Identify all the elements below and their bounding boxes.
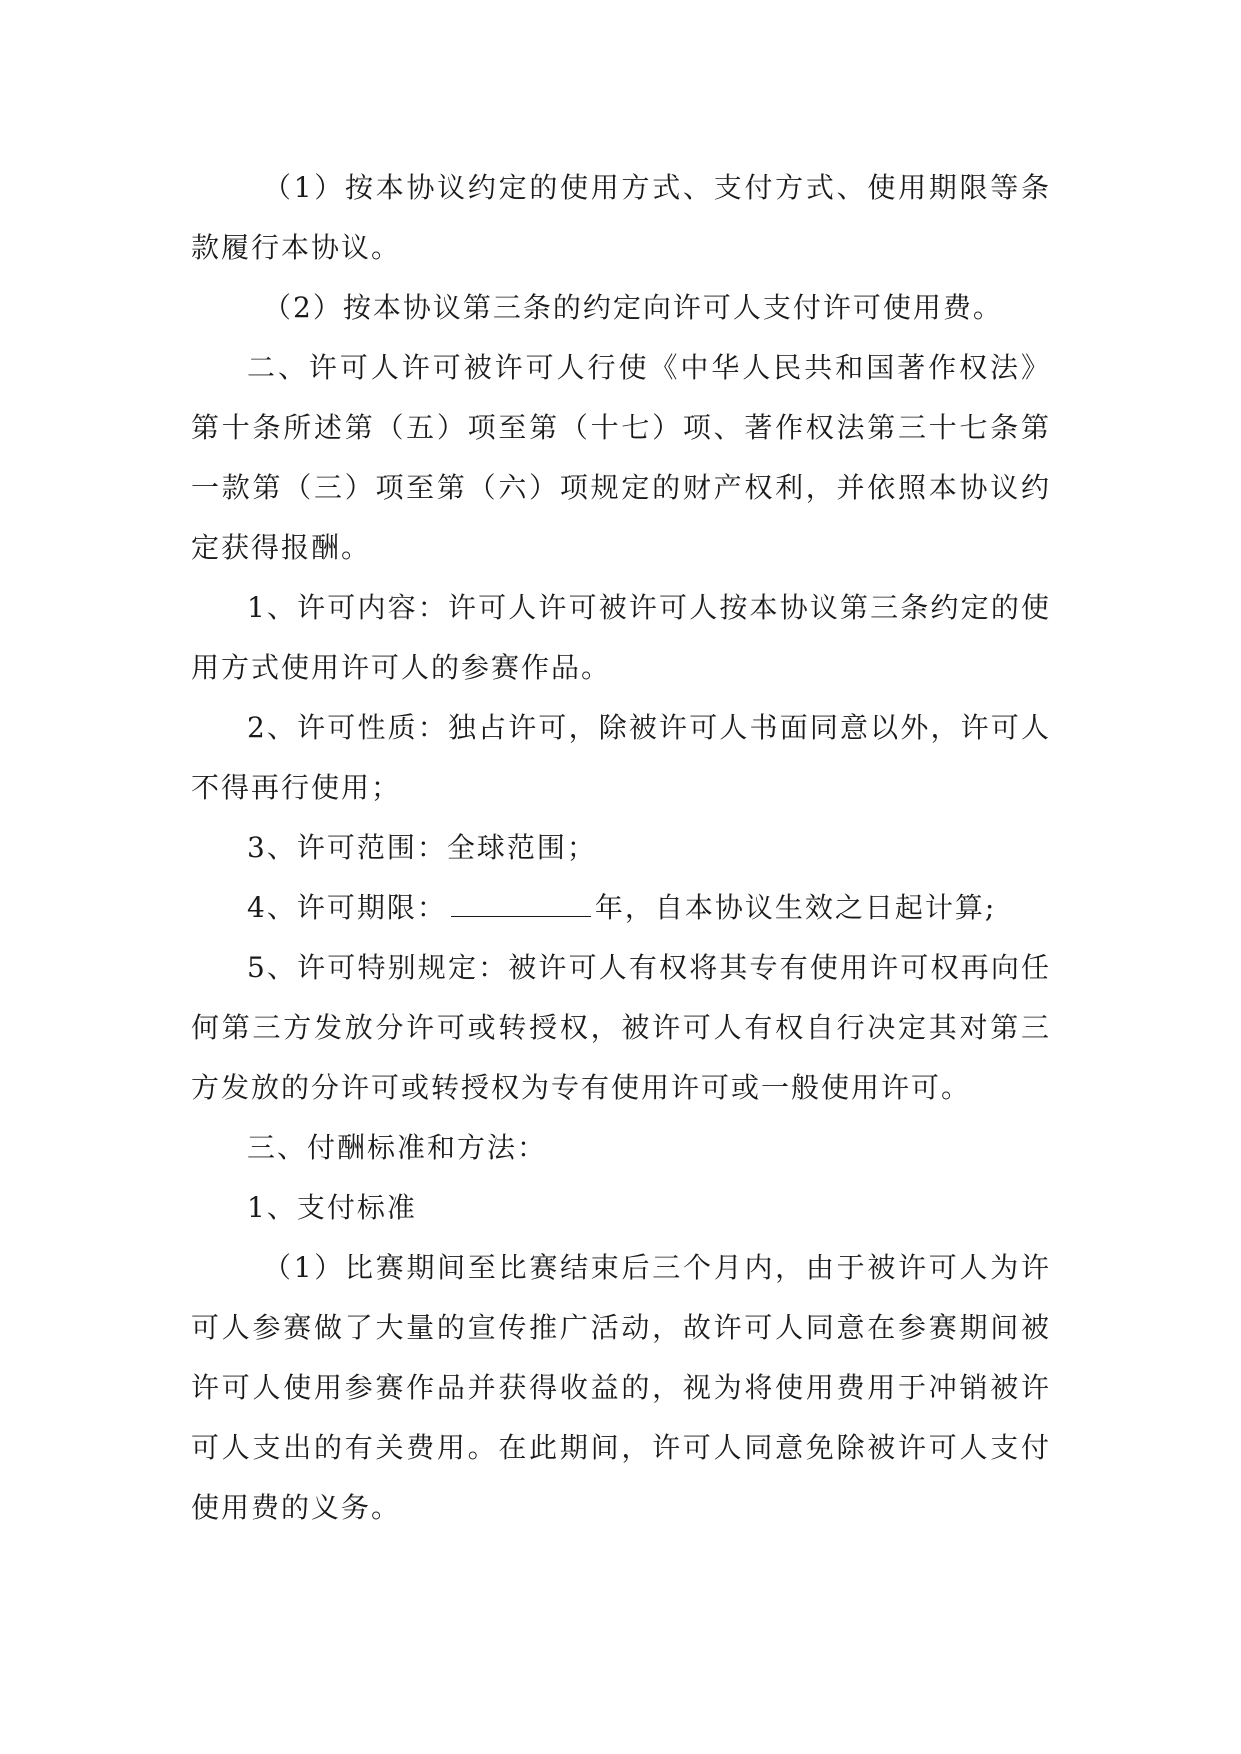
license-term-blank-field — [451, 892, 591, 917]
paragraph-license-special: 5、许可特别规定：被许可人有权将其专有使用许可权再向任何第三方发放分许可或转授权，被许可人有权自行决定其对第三方发放的分许可或转授权为专有使用许可或一般使用许可。 — [191, 951, 1051, 1104]
license-term-label: 4、许可期限： — [247, 891, 447, 924]
paragraph-1: （1）按本协议约定的使用方式、支付方式、使用期限等条款履行本协议。 — [191, 171, 1051, 264]
document-body — [191, 158, 1051, 1538]
paragraph-license-term — [191, 878, 1051, 938]
paragraph-license-content: 1、许可内容：许可人许可被许可人按本协议第三条约定的使用方式使用许可人的参赛作品。 — [191, 591, 1051, 684]
license-term-suffix: 年，自本协议生效之日起计算; — [594, 891, 997, 924]
paragraph-license-nature: 2、许可性质：独占许可，除被许可人书面同意以外，许可人不得再行使用； — [191, 711, 1051, 804]
paragraph-payment-heading: 三、付酬标准和方法： — [247, 1131, 548, 1164]
paragraph-2: （2）按本协议第三条的约定向许可人支付许可使用费。 — [263, 291, 1003, 324]
paragraph-payment-standard: 1、支付标准 — [247, 1191, 417, 1224]
paragraph-payment-standard-1: （1）比赛期间至比赛结束后三个月内，由于被许可人为许可人参赛做了大量的宣传推广活动，故许可人同意在参赛期间被许可人使用参赛作品并获得收益的，视为将使用费用于冲销被许可人支出的有关费用。在此期间，许可人同意免除被许可人支付使用费的义务。 — [191, 1251, 1051, 1524]
paragraph-license-grant: 二、许可人许可被许可人行使《中华人民共和国著作权法》第十条所述第（五）项至第（十七）项、著作权法第三十七条第一款第（三）项至第（六）项规定的财产权利，并依照本协议约定获得报酬。 — [191, 351, 1051, 564]
paragraph-license-scope: 3、许可范围：全球范围； — [247, 831, 597, 864]
